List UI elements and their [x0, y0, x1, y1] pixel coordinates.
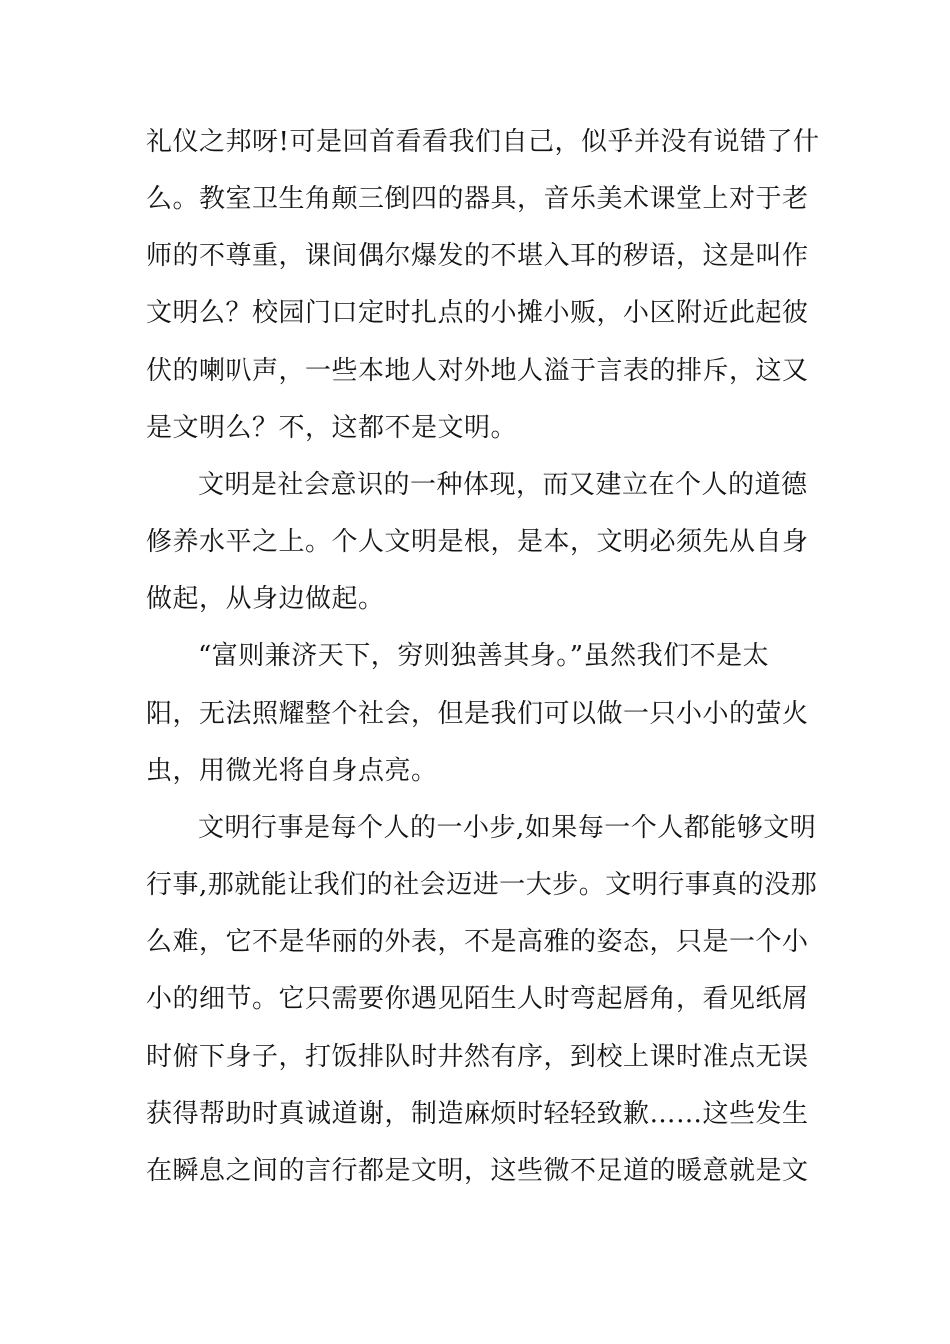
- text-line: 文明么？校园门口定时扎点的小摊小贩，小区附近此起彼: [146, 298, 809, 328]
- text-line: 在瞬息之间的言行都是文明，这些微不足道的暖意就是文: [146, 1156, 809, 1186]
- text-line: 获得帮助时真诚道谢，制造麻烦时轻轻致歉……这些发生: [146, 1099, 809, 1129]
- text-line: 么。教室卫生角颠三倒四的器具，音乐美术课堂上对于老: [146, 184, 809, 214]
- text-line: 阳，无法照耀整个社会，但是我们可以做一只小小的萤火: [146, 699, 809, 729]
- text-line: 时俯下身子，打饭排队时井然有序，到校上课时准点无误: [146, 1042, 809, 1072]
- text-line: 伏的喇叭声，一些本地人对外地人溢于言表的排斥，这又: [146, 356, 809, 386]
- text-line: 礼仪之邦呀!可是回首看看我们自己，似乎并没有说错了什: [146, 127, 820, 157]
- text-line: 师的不尊重，课间偶尔爆发的不堪入耳的秽语，这是叫作: [146, 241, 809, 271]
- paragraph-first-line: 文明行事是每个人的一小步,如果每一个人都能够文明: [198, 813, 817, 843]
- paragraph-first-line: “富则兼济天下，穷则独善其身。”虽然我们不是太: [198, 641, 770, 671]
- text-line: 么难，它不是华丽的外表，不是高雅的姿态，只是一个小: [146, 927, 809, 957]
- text-line: 是文明么？不，这都不是文明。: [146, 413, 518, 443]
- text-line: 虫，用微光将自身点亮。: [146, 756, 438, 786]
- text-line: 修养水平之上。个人文明是根，是本，文明必须先从自身: [146, 527, 809, 557]
- paragraph-first-line: 文明是社会意识的一种体现，而又建立在个人的道德: [198, 470, 808, 500]
- text-line: 行事,那就能让我们的社会迈进一大步。文明行事真的没那: [146, 870, 818, 900]
- text-line: 做起，从身边做起。: [146, 584, 385, 614]
- text-line: 小的细节。它只需要你遇见陌生人时弯起唇角，看见纸屑: [146, 984, 809, 1014]
